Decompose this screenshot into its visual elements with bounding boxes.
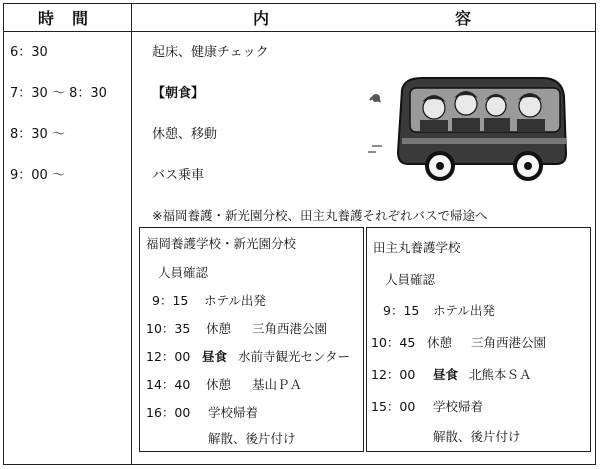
left-item-detail: 水前寺観光センター — [238, 349, 351, 364]
left-item-time: 14：40 — [146, 377, 191, 392]
row-content: 起床、健康チェック — [152, 45, 269, 60]
left-item-time: 12：00 — [146, 349, 191, 364]
right-item-detail: 三角西港公園 — [471, 335, 547, 350]
right-item-label: 人員確認 — [385, 272, 436, 287]
right-item-label: 解散、後片付け — [433, 429, 521, 444]
left-item-label: ホテル出発 — [204, 293, 266, 308]
left-item-detail: 三角西港公園 — [252, 321, 328, 336]
row-time: 9：00 ～ — [10, 168, 65, 183]
left-item-time: 16：00 — [146, 405, 191, 420]
right-item-label: 休憩 — [427, 335, 453, 350]
right-item-label-lunch: 昼食 — [433, 367, 459, 382]
right-item-time: 10：45 — [371, 335, 416, 350]
right-item-label: ホテル出発 — [433, 303, 495, 318]
row-time: 6：30 — [10, 45, 48, 60]
left-item-label: 休憩 — [206, 377, 232, 392]
row-content: バス乗車 — [152, 168, 205, 183]
left-box-title: 福岡養護学校・新光園分校 — [146, 236, 297, 251]
left-school-box — [139, 227, 364, 452]
header-time: 時 間 — [38, 9, 90, 28]
return-note: ※福岡養護・新光園分校、田主丸養護それぞれバスで帰途へ — [152, 208, 488, 223]
right-item-label: 学校帰着 — [433, 399, 484, 414]
row-time: 8：30 ～ — [10, 127, 65, 142]
header-divider — [3, 31, 596, 32]
left-item-label: 学校帰着 — [208, 405, 259, 420]
header-content-right: 容 — [455, 9, 473, 28]
left-item-label: 人員確認 — [158, 265, 209, 280]
row-time: 7：30 ～ 8：30 — [10, 86, 107, 101]
row-content-breakfast: 【朝食】 — [152, 86, 205, 101]
left-item-time: 9：15 — [152, 293, 189, 308]
right-item-time: 12：00 — [371, 367, 416, 382]
left-item-label: 解散、後片付け — [208, 431, 296, 446]
right-item-detail: 北熊本ＳＡ — [469, 367, 532, 382]
bus-illustration-icon — [362, 72, 572, 182]
right-school-box — [366, 227, 591, 452]
left-item-label-lunch: 昼食 — [202, 349, 228, 364]
left-item-label: 休憩 — [206, 321, 232, 336]
right-item-time: 15：00 — [371, 399, 416, 414]
left-item-time: 10：35 — [146, 321, 191, 336]
right-item-time: 9：15 — [383, 303, 420, 318]
column-divider — [131, 3, 132, 465]
left-item-detail: 基山ＰＡ — [252, 377, 303, 392]
row-content: 休憩、移動 — [152, 127, 218, 142]
header-content-left: 内 — [253, 9, 271, 28]
right-box-title: 田主丸養護学校 — [373, 240, 461, 255]
